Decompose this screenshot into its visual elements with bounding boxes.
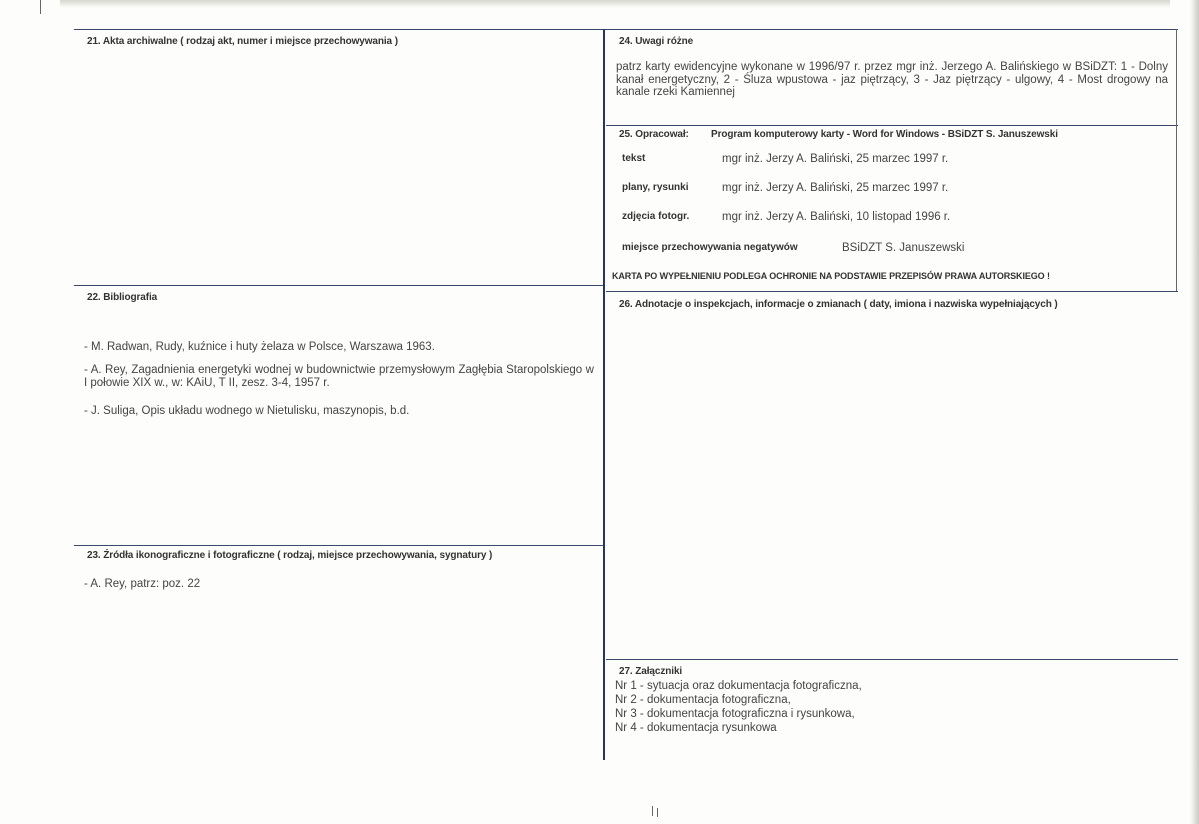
section-25-title: 25. Opracował:	[619, 129, 689, 140]
section-22-title: 22. Bibliografia	[87, 292, 158, 303]
remarks-text: patrz karty ewidencyjne wykonane w 1996/97 r. przez mgr inż. Jerzego A. Balińskiego w BSiDZT: 1 - Dolny kanał energetyczny, 2 - Śluza wpustowa - jaz piętrzący, 3 - Jaz piętrzący - ulgowy, 4 - Most drogowy na kanale rzeki Kamiennej	[616, 61, 1168, 98]
right-border-upper	[1176, 29, 1177, 291]
scan-top-shadow	[60, 0, 1170, 8]
bibliography-item: - M. Radwan, Rudy, kuźnice i huty żelaza w Polsce, Warszawa 1963.	[84, 341, 435, 353]
top-rule	[74, 29, 1178, 30]
column-divider	[603, 29, 605, 760]
author-row-label: plany, rysunki	[622, 182, 689, 193]
author-row-label: zdjęcia fotogr.	[622, 211, 690, 222]
author-row-value: mgr inż. Jerzy A. Baliński, 25 marzec 1997 r.	[722, 153, 949, 165]
author-row-value: mgr inż. Jerzy A. Baliński, 10 listopad 1996 r.	[722, 211, 951, 223]
program-info: Program komputerowy karty - Word for Windows - BSiDZT S. Januszewski	[711, 129, 1058, 140]
author-row-value: mgr inż. Jerzy A. Baliński, 25 marzec 1997 r.	[722, 182, 949, 194]
annex-item: Nr 2 - dokumentacja fotograficzna,	[615, 694, 791, 706]
section-24-title: 24. Uwagi różne	[619, 36, 694, 47]
negatives-label: miejsce przechowywania negatywów	[622, 242, 798, 253]
bibliography-item: - J. Suliga, Opis układu wodnego w Nietulisku, maszynopis, b.d.	[84, 405, 410, 417]
rule-21-22	[74, 285, 604, 286]
scan-right-edge	[1190, 0, 1199, 824]
annex-item: Nr 4 - dokumentacja rysunkowa	[615, 722, 777, 734]
scan-artifact	[652, 806, 653, 816]
annex-item: Nr 3 - dokumentacja fotograficzna i rysunkowa,	[615, 708, 855, 720]
rule-25-26	[606, 291, 1178, 292]
copyright-notice: KARTA PO WYPEŁNIENIU PODLEGA OCHRONIE NA PODSTAWIE PRZEPISÓW PRAWA AUTORSKIEGO !	[612, 271, 1050, 281]
rule-26-27	[606, 659, 1178, 660]
rule-22-23	[74, 545, 604, 546]
section-23-title: 23. Źródła ikonograficzne i fotograficzne ( rodzaj, miejsce przechowywania, sygnatury )	[87, 550, 493, 561]
section-27-title: 27. Załączniki	[619, 666, 683, 677]
negatives-value: BSiDZT S. Januszewski	[842, 242, 965, 254]
scan-left-mark	[40, 0, 41, 14]
rule-24-25	[606, 125, 1178, 126]
author-row-label: tekst	[622, 153, 646, 164]
scan-artifact	[657, 808, 658, 817]
annex-item: Nr 1 - sytuacja oraz dokumentacja fotograficzna,	[615, 680, 862, 692]
section-26-title: 26. Adnotacje o inspekcjach, informacje o zmianach ( daty, imiona i nazwiska wypełniających )	[619, 299, 1058, 310]
iconography-item: - A. Rey, patrz: poz. 22	[84, 578, 201, 590]
section-21-title: 21. Akta archiwalne ( rodzaj akt, numer i miejsce przechowywania )	[87, 36, 398, 47]
bibliography-item: - A. Rey, Zagadnienia energetyki wodnej w budownictwie przemysłowym Zagłębia Staropolskiego w I połowie XIX w., w: KAiU, T II, zesz. 3-4, 1957 r.	[84, 364, 594, 389]
